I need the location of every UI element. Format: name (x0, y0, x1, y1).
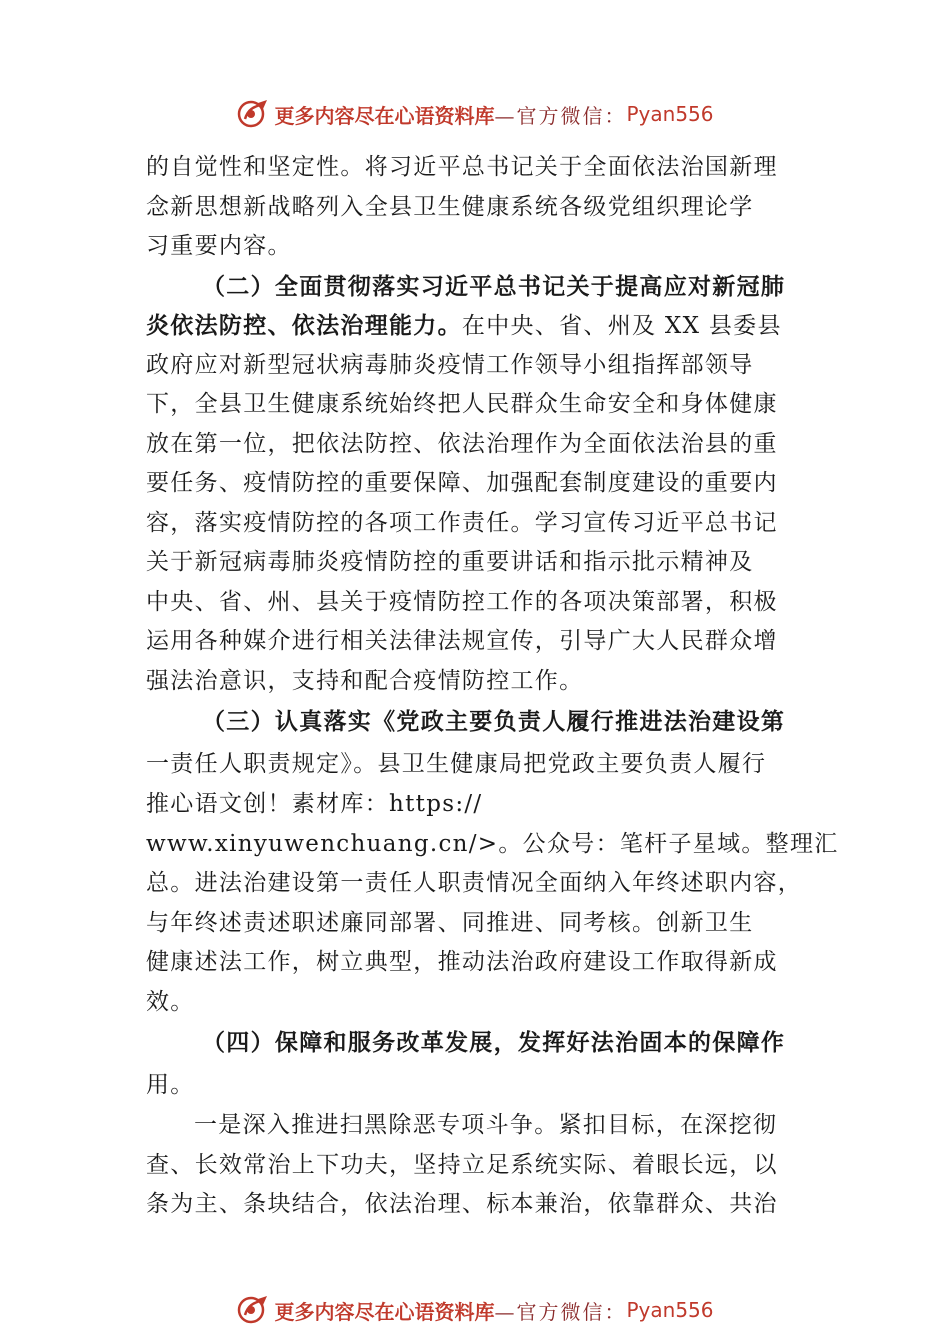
text-line: 推心语文创！素材库：https:// (146, 791, 483, 817)
text-line: 效。 (146, 988, 195, 1015)
banner-brand-text: 更多内容尽在心语资料库 (274, 1299, 495, 1324)
brand-logo-icon (236, 1293, 270, 1327)
header-banner (0, 94, 950, 134)
text-line: 政府应对新型冠状病毒肺炎疫情工作领导小组指挥部领导 (146, 351, 754, 378)
text-line: 中央、省、州、县关于疫情防控工作的各项决策部署，积极 (146, 588, 778, 615)
section-heading-2-cont: 炎依法防控、依法治理能力。 (146, 312, 462, 339)
text-line: 习重要内容。 (146, 233, 292, 259)
text-line: 条为主、条块结合，依法治理、标本兼治，依靠群众、共治 (146, 1191, 778, 1217)
section-heading-3: （三）认真落实《党政主要负责人履行推进法治建设第 (202, 708, 786, 735)
text-line: 一是深入推进扫黑除恶专项斗争。紧扣目标，在深挖彻 (194, 1112, 778, 1138)
text-line: 运用各种媒介进行相关法律法规宣传，引导广大人民群众增 (146, 628, 778, 654)
banner-wechat-id: Pyan556 (626, 102, 714, 126)
footer-banner (0, 1290, 950, 1330)
banner-wechat-id: Pyan556 (626, 1298, 714, 1322)
text-line: 的自觉性和坚定性。将习近平总书记关于全面依法治国新理 (146, 154, 778, 180)
text-line: 容，落实疫情防控的各项工作责任。学习宣传习近平总书记 (146, 509, 778, 536)
text-line: 关于新冠病毒肺炎疫情防控的重要讲话和指示批示精神及 (146, 549, 754, 575)
text-span: 在中央、省、州及 XX 县委县 (461, 313, 782, 339)
text-line: 查、长效常治上下功夫，坚持立足系统实际、着眼长远，以 (146, 1151, 778, 1178)
text-line: 念新思想新战略列入全县卫生健康系统各级党组织理论学 (146, 193, 754, 220)
banner-brand-text: 更多内容尽在心语资料库 (274, 103, 495, 128)
banner-wechat-label: —官方微信： (494, 103, 627, 128)
section-heading-2: （二）全面贯彻落实习近平总书记关于提高应对新冠肺 (202, 272, 786, 300)
text-line (146, 306, 814, 346)
text-line: 放在第一位，把依法防控、依法治理作为全面依法治县的重 (146, 430, 778, 457)
text-line: 下，全县卫生健康系统始终把人民群众生命安全和身体健康 (146, 391, 778, 417)
text-line: www.xinyuwenchuang.cn/>。公众号：笔杆子星域。整理汇 (146, 830, 839, 857)
text-line: 健康述法工作，树立典型，推动法治政府建设工作取得新成 (146, 949, 778, 975)
section-heading-4: （四）保障和服务改革发展，发挥好法治固本的保障作 (202, 1029, 786, 1056)
brand-logo-icon (236, 97, 270, 131)
text-line: 一责任人职责规定》。县卫生健康局把党政主要负责人履行 (146, 751, 767, 777)
text-line: 强法治意识，支持和配合疫情防控工作。 (146, 667, 584, 694)
document-body (146, 148, 839, 1225)
banner-wechat-label: —官方微信： (494, 1299, 627, 1324)
text-line: 要任务、疫情防控的重要保障、加强配套制度建设的重要内 (146, 470, 778, 496)
text-line: 总。进法治建设第一责任人职责情况全面纳入年终述职内容， (146, 870, 803, 896)
text-line: 与年终述责述职述廉同部署、同推进、同考核。创新卫生 (146, 909, 754, 936)
text-line: 用。 (146, 1072, 195, 1098)
